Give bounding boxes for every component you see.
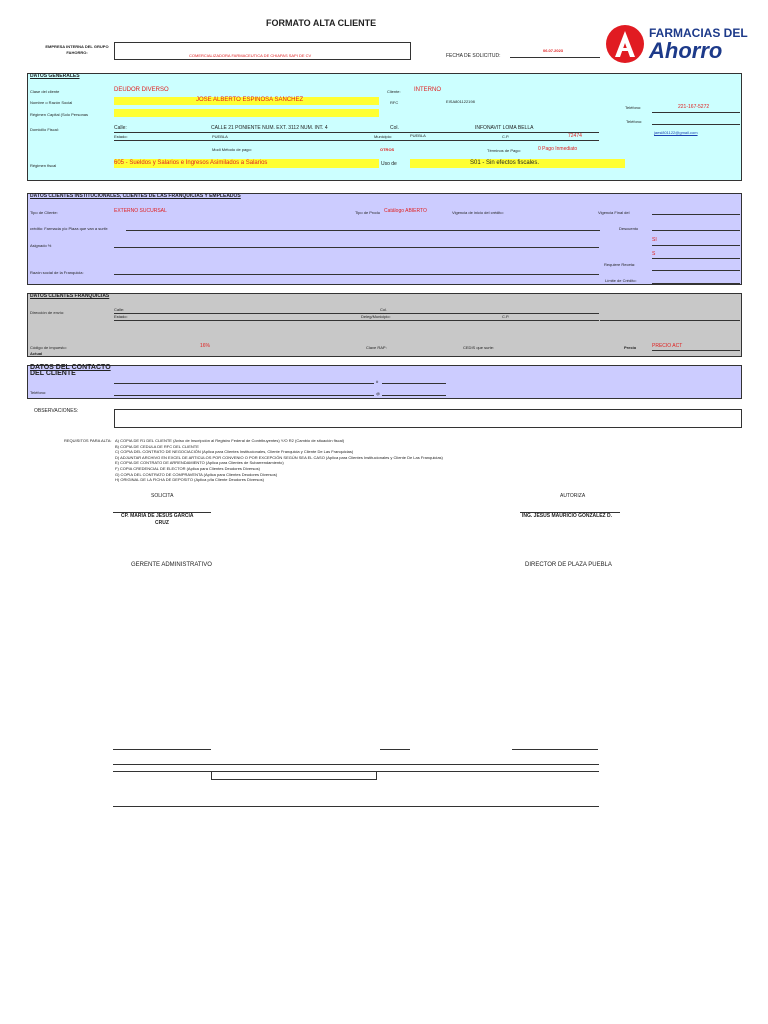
- nombre-solicita2: CRUZ: [155, 520, 169, 526]
- clase-value[interactable]: DEUDOR DIVERSO: [114, 87, 169, 93]
- razon-label: Razón social de la Franquicia:: [30, 270, 84, 275]
- regimen-capital-field[interactable]: [114, 109, 379, 117]
- nombre-autoriza: ING. JESUS MAURICIO GONZALEZ D.: [522, 513, 613, 519]
- cedis-label: CEDIS que surte:: [463, 345, 495, 350]
- impuesto-label: Código de impuesto:: [30, 345, 67, 350]
- empresa-label: EMPRESA INTERNA DEL GRUPO FAHORRO:: [45, 44, 109, 55]
- requisito-e: E) COPIA DE CONTRATO DE ARRENDAMIENTO (Aplica para Clientes de Subarrendamiento): [115, 460, 284, 466]
- company-logo: [605, 24, 748, 68]
- domicilio-label: Domicilio Fiscal:: [30, 127, 59, 132]
- precio-label: Precio: [624, 345, 637, 350]
- vig-inicio-label: Vigencia de inicio del crédito:: [452, 210, 504, 215]
- cp-label: C.P.: [502, 134, 510, 139]
- tipo-prod-label: Tipo de Produ: [355, 210, 380, 215]
- rfc-value[interactable]: EISA801122198: [446, 99, 475, 104]
- nombre-value: JOSE ALBERTO ESPINOSA SANCHEZ: [196, 97, 304, 103]
- franq-estado-label: Estado:: [114, 314, 128, 319]
- requisito-h: H) ORIGINAL DE LA FICHA DE DEPOSITO (Aplica p/la Cliente Deudores Diversos): [115, 477, 264, 483]
- requisito-d: D) ADJUNTAR ARCHIVO EN EXCEL DE ARTICULOS POR CONVENIO O POR EXCEPCIÓN SEGÚN SEA EL CASO (Aplica para Clientes Institucionales y Cliente De Las Franquicias): [115, 454, 443, 460]
- franq-col-label: Col.: [380, 307, 388, 312]
- solicita-label: SOLICITA: [151, 493, 174, 499]
- rfc-label: RFC: [390, 100, 399, 105]
- regimen-capital-label: Régimen Capital (Solo Personas: [30, 112, 89, 117]
- requiere-label: Requiere Receta:: [604, 262, 636, 267]
- nombre-label: Nombre o Razón Social: [30, 100, 73, 105]
- estado-label: Estado:: [114, 134, 128, 139]
- cp-value[interactable]: 72474: [568, 133, 582, 139]
- contacto-title1: DATOS DEL CONTACTO: [30, 364, 111, 371]
- requisitos-label: REQUISITOS PARA ALTA:: [64, 438, 112, 443]
- observaciones-label: OBSERVACIONES:: [34, 408, 79, 414]
- si-value[interactable]: SI: [652, 237, 657, 243]
- logo-a-icon: [605, 24, 645, 64]
- requisito-b: B) COPIA DE CEDULA DE RFC DEL CLIENTE: [115, 443, 199, 449]
- franq-cp-label: C.P.: [502, 314, 510, 319]
- regimen-label: Régimen fiscal: [30, 163, 57, 168]
- telefono1-value[interactable]: 221-167-5272: [678, 104, 710, 110]
- uso-value: S01 - Sin efectos fiscales.: [470, 160, 540, 166]
- contacto-at: @: [376, 391, 381, 396]
- tipo-cliente-value[interactable]: EXTERNO SUCURSAL: [114, 208, 167, 214]
- municipio-label: Municipio:: [374, 134, 393, 139]
- telefono2-label: Teléfono:: [626, 119, 643, 124]
- fecha-value: 06.07.2023: [543, 48, 564, 53]
- regimen-value: 605 - Sueldos y Salarios e Ingresos Asimilados a Salarios: [114, 160, 268, 166]
- limite-label: Límite de Crédito:: [605, 278, 637, 283]
- requisito-c: C) COPIA DEL CONTRATO DE NEGOCIACIÓN (Aplica para Clientes Institucionales, Cliente Franquicia y Cliente De Las Franquicias): [115, 449, 354, 455]
- clave-label: Clave RAP:: [366, 345, 387, 350]
- metodo-label: Modi Método de pago:: [212, 147, 252, 152]
- logo-line1: FARMACIAS DEL: [649, 26, 748, 40]
- institucionales-section: [27, 193, 742, 285]
- col-label: Col.: [390, 125, 399, 131]
- terminos-value[interactable]: 0 Pago Inmediato: [538, 146, 578, 152]
- contacto-telefono-label: Teléfono:: [30, 390, 47, 395]
- municipio-value[interactable]: PUEBLA: [410, 133, 426, 138]
- clase-label: Clase del cliente: [30, 89, 60, 94]
- cargo-solicita: GERENTE ADMINISTRATIVO: [131, 562, 212, 568]
- descuento-label: Descuento: [619, 226, 639, 231]
- nombre-solicita1: CP. MARIA DE JESUS GARCIA: [121, 513, 194, 519]
- estado-value[interactable]: PUEBLA: [212, 134, 228, 139]
- institucionales-title: DATOS CLIENTES INSTITUCIONALES, CLIENTES DE LAS FRANQUICIAS Y EMPLEADOS: [30, 193, 241, 199]
- observaciones-field[interactable]: [114, 409, 742, 428]
- calle-value[interactable]: CALLE 21 PONIENTE NUM. EXT. 3112 NUM. INT. 4: [211, 125, 328, 131]
- direccion-label: Dirección de envío:: [30, 310, 65, 315]
- cargo-autoriza: DIRECTOR DE PLAZA PUEBLA: [525, 562, 612, 568]
- requisito-a: A) COPIA DE R1 DEL CLIENTE (Aviso de Inscripción al Registro Federal de Contribuyentes) Y/O R2 (Cambio de situación fiscal): [115, 438, 345, 443]
- requisito-g: G) COPIA DEL CONTRATO DE COMPRAVENTA (Aplica para Clientes Deudores Diversos): [115, 471, 278, 477]
- page-title: FORMATO ALTA CLIENTE: [266, 18, 377, 28]
- empresa-value: COMERCIALIZADORA FARMACEUTICA DE CHIAPAS SAPI DE CV: [189, 53, 312, 58]
- datos-generales-title: DATOS GENERALES: [30, 73, 80, 79]
- credito-label: crédito: Farmacia y/o Plaza que van a surtir:: [30, 226, 109, 231]
- contacto-hash: #: [376, 379, 379, 384]
- telefono1-label: Teléfono:: [625, 105, 642, 110]
- franq-deleg-label: Deleg/Municipio:: [361, 314, 391, 319]
- cliente-value[interactable]: INTERNO: [414, 87, 441, 93]
- s-value[interactable]: S: [652, 251, 656, 257]
- fecha-label: FECHA DE SOLICITUD:: [446, 53, 501, 59]
- tipo-cliente-label: Tipo de Cliente:: [30, 210, 58, 215]
- vig-final-label: Vigencia Final del: [598, 210, 630, 215]
- tipo-prod-value[interactable]: Catálogo ABIERTO: [384, 208, 427, 214]
- requisitos-list: [115, 438, 443, 483]
- terminos-label: Términos de Pago:: [487, 148, 521, 153]
- logo-line2: Ahorro: [649, 38, 723, 63]
- precio-value[interactable]: PRECIO ACT: [652, 343, 683, 349]
- email-value[interactable]: jaesi801122@gmail.com: [654, 130, 698, 135]
- bottom-field[interactable]: [211, 771, 377, 780]
- empresa-field[interactable]: [114, 42, 411, 60]
- col-value[interactable]: INFONAVIT LOMA BELLA: [475, 125, 534, 131]
- autoriza-label: AUTORIZA: [560, 493, 586, 499]
- metodo-value[interactable]: OTROS: [380, 147, 395, 152]
- franq-calle-label: Calle:: [114, 307, 125, 312]
- impuesto-value[interactable]: 16%: [200, 343, 211, 349]
- cliente-label: Cliente:: [387, 89, 401, 94]
- franquicias-title: DATOS CLIENTES FRANQUICIAS: [30, 293, 110, 299]
- calle-label: Calle:: [114, 125, 127, 131]
- contacto-title2: DEL CLIENTE: [30, 370, 76, 377]
- asignado-label: Asignado %: [30, 243, 52, 248]
- actual-label: Actual: [30, 351, 43, 356]
- requisito-f: F) COPIA CREDENCIAL DE ELECTOR (Aplica para Clientes Deudores Diversos): [115, 465, 260, 471]
- contacto-section: [27, 365, 742, 399]
- uso-label: Uso de: [381, 161, 397, 167]
